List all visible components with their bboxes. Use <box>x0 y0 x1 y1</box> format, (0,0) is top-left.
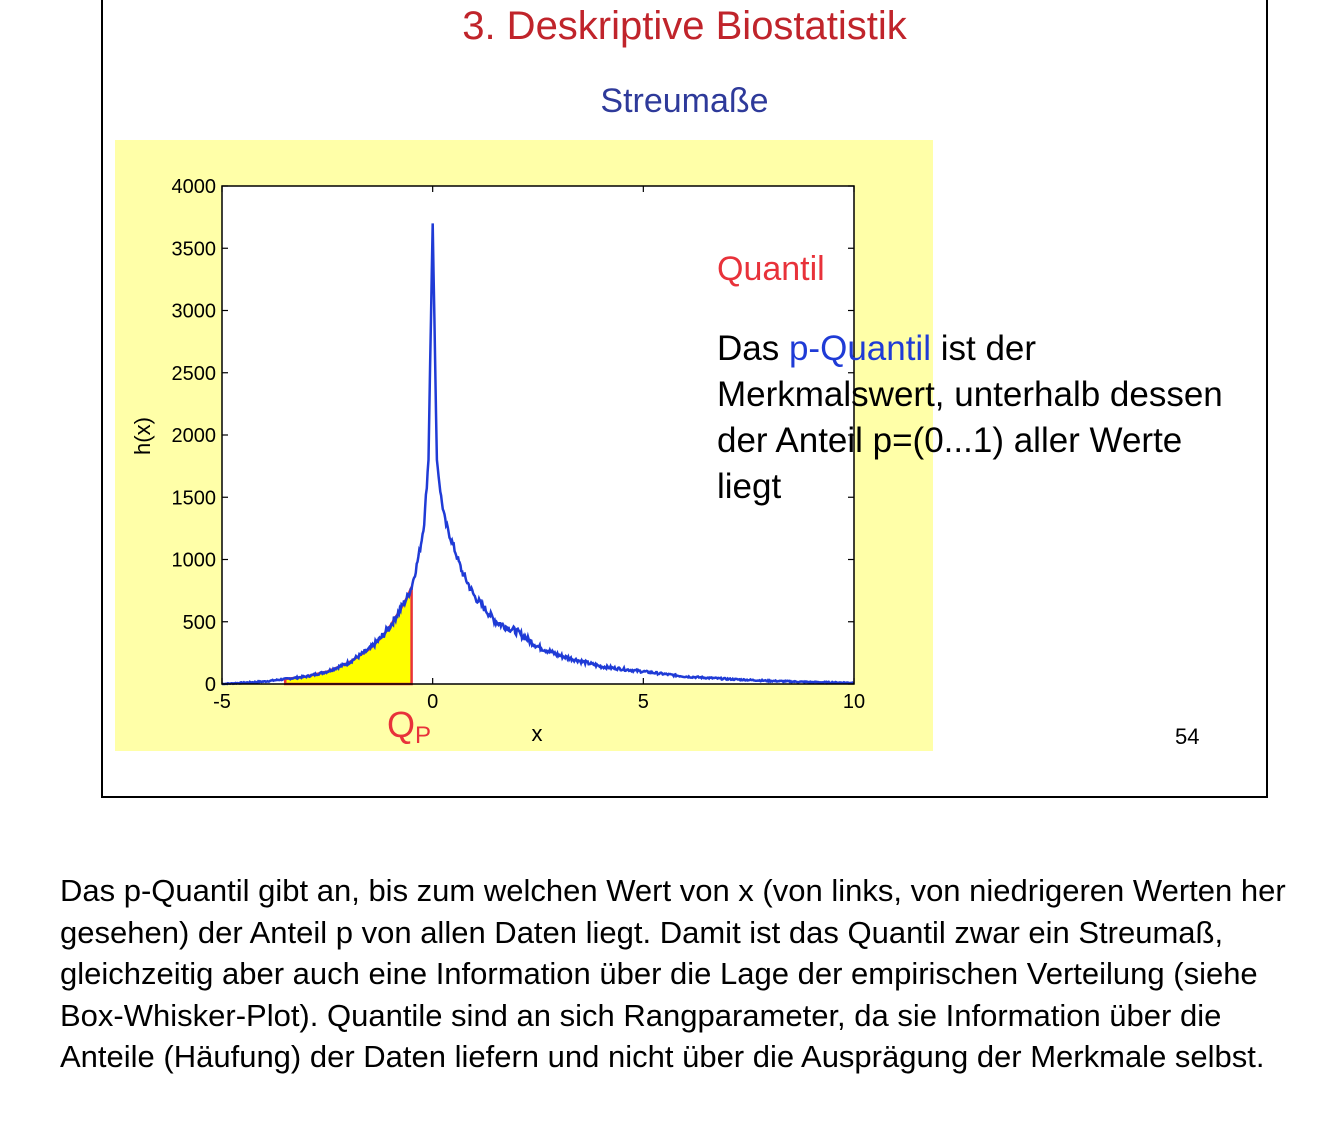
y-axis-title: h(x) <box>130 417 155 455</box>
slide-subtitle: Streumaße <box>600 82 769 120</box>
x-tick-label: -5 <box>213 691 231 713</box>
slide-number: 54 <box>1175 724 1200 749</box>
qp-subscript: P <box>415 722 432 749</box>
y-tick-label: 2000 <box>171 425 216 447</box>
quantil-heading: Quantil <box>717 250 825 288</box>
y-tick-label: 1500 <box>171 487 216 510</box>
y-tick-label: 2500 <box>171 362 216 385</box>
slide-title: 3. Deskriptive Biostatistik <box>462 4 907 48</box>
quantil-definition <box>717 326 1237 510</box>
qp-label: $Q_P$ <box>387 704 432 749</box>
x-axis-title: x <box>531 721 543 746</box>
definition-after: ist der Merkmalswert, unterhalb dessen der Anteil p=(0...1) aller Werte liegt <box>717 329 1223 506</box>
explanation-paragraph: Das p-Quantil gibt an, bis zum welchen Wert von x (von links, von niedrigeren Werten her gesehen) der Anteil p von allen Daten liegt. Damit ist das Quantil zwar ein Streumaß, gleichzeitig aber auch eine Information über die Lage der empirischen Verteilung (siehe Box-Whisker-Plot). Quantile sind an sich Rangparameter, da sie Information über die Anteile (Häufung) der Daten liefern und nicht über die Ausprägung der Merkmale selbst. <box>60 873 1286 1074</box>
x-tick-label: 10 <box>842 691 866 713</box>
slide <box>101 0 1268 798</box>
definition-before: Das <box>717 329 789 368</box>
definition-term: p-Quantil <box>788 329 931 368</box>
y-tick-label: 500 <box>182 611 216 634</box>
y-tick-label: 3500 <box>171 238 216 261</box>
y-tick-label: 0 <box>204 674 216 696</box>
y-tick-label: 4000 <box>171 176 216 198</box>
y-tick-label: 1000 <box>171 549 216 572</box>
x-tick-label: 5 <box>637 691 649 713</box>
x-tick-label: 0 <box>427 691 439 713</box>
y-tick-label: 3000 <box>171 300 216 323</box>
